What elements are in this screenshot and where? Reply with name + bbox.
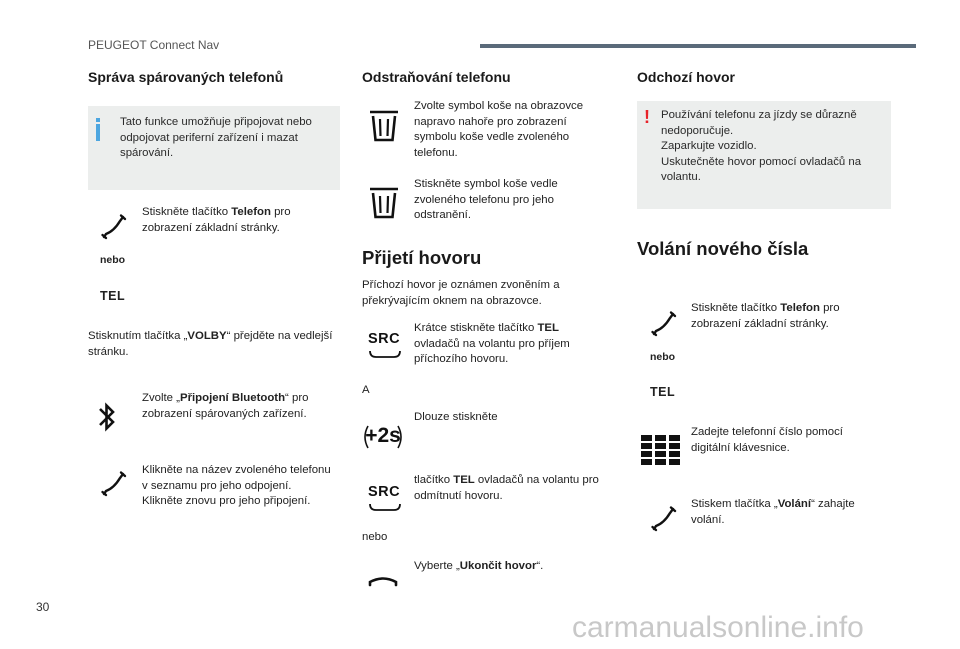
nebo-label: nebo <box>362 531 388 543</box>
page-number: 30 <box>36 600 50 614</box>
trash-step1-text: Zvolte symbol koše na obrazovce napravo nahoře pro zobrazení symbolu koše vedle zvoleného telefonu. <box>414 100 584 159</box>
phone-icon <box>650 310 678 338</box>
section-title-outgoing: Odchozí hovor <box>637 69 735 85</box>
section-title-pairing: Správa spárovaných telefonů <box>88 69 284 85</box>
connector-a: A <box>362 384 370 396</box>
trash-icon <box>369 108 399 142</box>
keypad-text: Zadejte telefonní číslo pomocí digitální klávesnice. <box>691 426 843 454</box>
header-bar <box>480 44 916 48</box>
src-reject-text: tlačítko TEL ovladačů na volantu pro odmítnutí hovoru. <box>414 474 599 502</box>
tel-button-label: TEL <box>100 289 126 303</box>
trash-step2-text: Stiskněte symbol koše vedle zvoleného telefonu pro jeho odstranění. <box>414 178 558 221</box>
info-icon-dot <box>96 118 100 122</box>
trash-icon <box>369 185 399 219</box>
hang-up-text: Vyberte „Ukončit hovor“. <box>414 560 544 572</box>
src-button-icon <box>368 484 402 512</box>
info-text: Tato funkce umožňuje připojovat nebo odpojovat periferní zařízení i mazat spárování. <box>120 116 312 159</box>
long-press-text: Dlouze stiskněte <box>414 411 498 423</box>
tap-icon <box>100 470 128 498</box>
incoming-intro: Příchozí hovor je oznámen zvoněním a překrývajícím oknem na obrazovce. <box>362 279 560 307</box>
call-icon <box>650 505 678 533</box>
plus-2s-label: +2s <box>365 424 401 447</box>
header-title: PEUGEOT Connect Nav <box>88 38 220 52</box>
src-label: SRC <box>368 484 401 500</box>
src-button-icon <box>368 331 402 359</box>
warning-text: Používání telefonu za jízdy se důrazně nedoporučuje. Zaparkujte vozidlo. Uskutečněte hovor pomocí ovladačů na volantu. <box>661 109 862 183</box>
warning-icon: ! <box>644 107 650 127</box>
src-accept-text: Krátce stiskněte tlačítko TEL ovladačů na volantu pro příjem příchozího hovoru. <box>414 322 570 365</box>
section-title-delete: Odstraňování telefonu <box>362 69 511 85</box>
volby-paragraph: Stisknutím tlačítka „VOLBY“ přejděte na vedlejší stránku. <box>88 330 333 358</box>
call-text: Stiskem tlačítka „Volání“ zahajte volání. <box>691 498 855 526</box>
src-label: SRC <box>368 331 401 347</box>
keypad-icon <box>641 435 681 465</box>
step-bluetooth-text: Zvolte „Připojení Bluetooth“ pro zobrazení spárovaných zařízení. <box>142 392 309 420</box>
nebo-label: nebo <box>650 351 676 363</box>
bluetooth-icon <box>98 400 116 434</box>
section-title-new-call: Volání nového čísla <box>637 238 809 259</box>
step-connect-text: Klikněte na název zvoleného telefonu v seznamu pro jeho odpojení. Klikněte znovu pro jeho připojení. <box>142 464 331 507</box>
tel-button-label: TEL <box>650 385 676 399</box>
long-press-icon <box>362 422 404 452</box>
info-box <box>88 106 340 190</box>
section-title-incoming: Přijetí hovoru <box>362 247 482 268</box>
info-icon <box>96 124 100 141</box>
watermark: carmanualsonline.info <box>572 611 864 644</box>
warning-box <box>637 101 891 209</box>
step-telefon-text: Stiskněte tlačítko Telefon pro zobrazení základní stránky. <box>142 206 291 234</box>
nebo-label: nebo <box>100 254 126 266</box>
hang-up-icon <box>368 576 398 588</box>
new-call-telefon-text: Stiskněte tlačítko Telefon pro zobrazení základní stránky. <box>691 302 840 330</box>
phone-icon <box>100 213 128 241</box>
